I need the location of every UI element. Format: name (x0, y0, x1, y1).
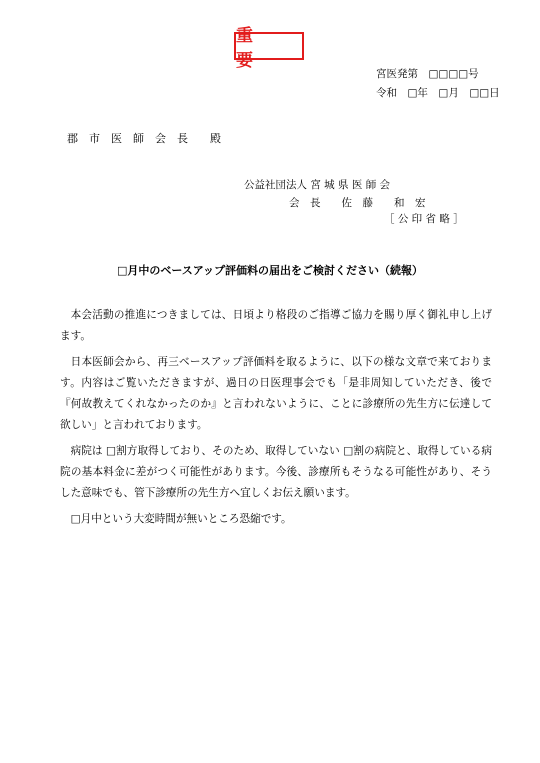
document-title: □月中のベースアップ評価料の届出をご検討ください（続報） (116, 264, 424, 277)
body-paragraph: 病院は □割方取得しており、そのため、取得していない □割の病院と、取得している病院の基本料金に差がつく可能性があります。今後、診療所もそうなる可能性があり、そうした意味でも、管下診療所の先生方へ宜しくお伝え願います。 (60, 445, 492, 499)
sender-organization: 公益社団法人 宮 城 県 医 師 会 (244, 179, 391, 191)
body-paragraph: 日本医師会から、再三ベースアップ評価料を取るように、以下の様な文章で来ております。内容はご覧いただきますが、過日の日医理事会でも「是非周知していただき、後で『何故教えてくれなかったのか』と言われないように、ことに診療所の先生方に伝達して欲しい」と言われております。 (60, 356, 492, 431)
seal-omitted-note: ［ 公 印 省 略 ］ (384, 213, 464, 225)
document-body (60, 305, 492, 535)
document-date: 令和 □年 □月 □□日 (376, 87, 500, 99)
important-stamp: 重 要 (234, 32, 304, 60)
document-number: 宮医発第 □□□□号 (376, 68, 479, 80)
body-paragraph: □月中という大変時間が無いところ恐縮です。 (70, 513, 292, 525)
recipient: 郡 市 医 師 会 長 殿 (67, 132, 221, 145)
body-paragraph: 本会活動の推進につきましては、日頃より格段のご指導ご協力を賜り厚く御礼申し上げます。 (60, 309, 492, 342)
sender-president: 会 長 佐 藤 和 宏 (289, 197, 426, 209)
